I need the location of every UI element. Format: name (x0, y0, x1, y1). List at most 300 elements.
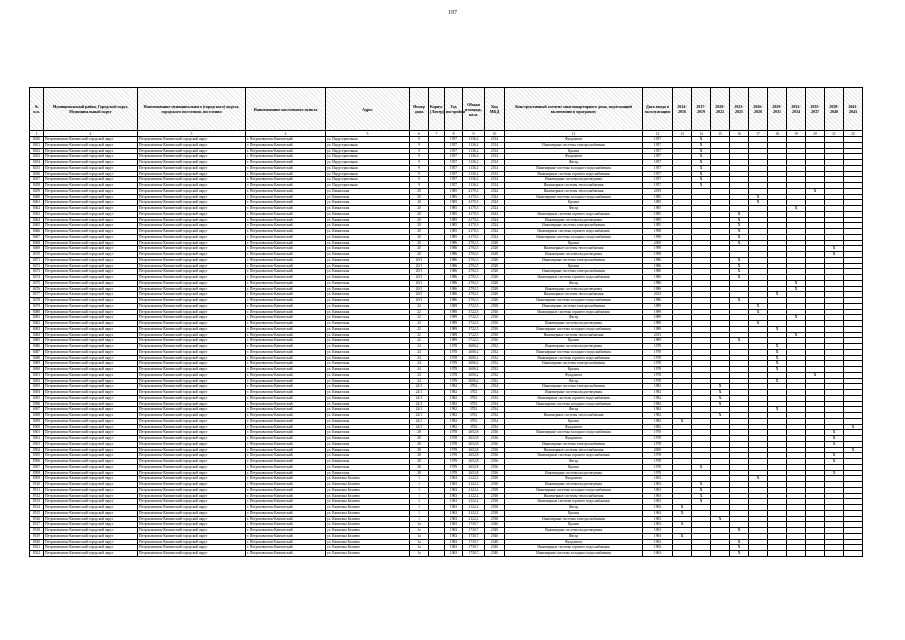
mkd-code-cell: 2532 (485, 361, 505, 367)
row-number: 8501 (30, 430, 44, 436)
commission-date-cell: 1998 (643, 246, 673, 252)
column-index: 8 (445, 131, 463, 137)
year-built-cell: 1978 (445, 459, 463, 465)
year-built-cell: 1982 (445, 384, 463, 390)
row-number: 8455 (30, 165, 44, 171)
year-built-cell: 1957 (445, 177, 463, 183)
area-cell: 1136,2 (463, 171, 485, 177)
element-cell: Крыша (505, 263, 643, 269)
district-cell: Петропавловск-Камчатский городской округ (44, 200, 138, 206)
period-cell (806, 551, 825, 557)
address-cell: ул. Кавказская (326, 349, 410, 355)
commission-date-cell: 1982 (643, 390, 673, 396)
house-number-cell: 1 (410, 499, 429, 505)
year-built-cell: 1986 (445, 263, 463, 269)
commission-date-cell: 1957 (643, 142, 673, 148)
locality-cell: г. Петропавловск-Камчатский (246, 551, 326, 557)
mkd-code-cell: 2524 (485, 217, 505, 223)
row-number: 8487 (30, 349, 44, 355)
building-cell (429, 551, 445, 557)
row-number: 8463 (30, 211, 44, 217)
area-cell: 2792,5 (463, 252, 485, 258)
house-number-cell: 20 (410, 223, 429, 229)
address-cell: ул. Индустриальная (326, 160, 410, 166)
address-cell: ул. Кавказская (326, 413, 410, 419)
house-number-cell: 24 (410, 361, 429, 367)
house-number-cell: 1 (410, 476, 429, 482)
mkd-code-cell: 2528 (485, 263, 505, 269)
mkd-code-cell: 2532 (485, 355, 505, 361)
address-cell: ул. Кавказская (326, 407, 410, 413)
locality-cell: г. Петропавловск-Камчатский (246, 493, 326, 499)
address-cell: ул. Капитана Беляева (326, 545, 410, 551)
address-cell: ул. Капитана Беляева (326, 539, 410, 545)
settlement-cell: Петропавловск-Камчатский городской округ (138, 510, 246, 516)
house-number-cell: 1 (410, 505, 429, 511)
locality-cell: г. Петропавловск-Камчатский (246, 344, 326, 350)
row-number: 8490 (30, 367, 44, 373)
mkd-code-cell: 2534 (485, 418, 505, 424)
commission-date-cell: 1978 (643, 344, 673, 350)
column-index: 14 (692, 131, 711, 137)
element-cell: Инженерные системы горячего водоснабжения (505, 211, 643, 217)
mkd-code-cell: 2538 (485, 476, 505, 482)
element-cell: Крыша (505, 510, 643, 516)
locality-cell: г. Петропавловск-Камчатский (246, 142, 326, 148)
settlement-cell: Петропавловск-Камчатский городской округ (138, 447, 246, 453)
element-cell: Инженерные системы электроснабжения (505, 361, 643, 367)
address-cell: ул. Кавказская (326, 430, 410, 436)
mkd-code-cell: 2528 (485, 269, 505, 275)
address-cell: ул. Кавказская (326, 217, 410, 223)
column-header: Адрес (326, 88, 410, 131)
house-number-cell: 24/1 (410, 418, 429, 424)
year-built-cell: 1989 (445, 326, 463, 332)
year-built-cell: 1957 (445, 148, 463, 154)
table-row (30, 551, 863, 557)
mkd-code-cell: 2540 (485, 528, 505, 534)
commission-date-cell: 1985 (643, 223, 673, 229)
capital-repair-table (29, 87, 863, 557)
period-cell (825, 551, 844, 557)
settlement-cell: Петропавловск-Камчатский городской округ (138, 361, 246, 367)
element-cell: Инженерные системы теплоснабжения (505, 183, 643, 189)
mkd-code-cell: 2540 (485, 533, 505, 539)
column-index: 15 (711, 131, 730, 137)
element-cell: Инженерные системы горячего водоснабжения (505, 171, 643, 177)
period-mark: X (825, 436, 844, 442)
commission-date-cell: 1989 (643, 321, 673, 327)
mkd-code-cell: 2538 (485, 510, 505, 516)
year-built-cell: 1978 (445, 344, 463, 350)
district-cell: Петропавловск-Камчатский городской округ (44, 188, 138, 194)
settlement-cell: Петропавловск-Камчатский городской округ (138, 142, 246, 148)
district-cell: Петропавловск-Камчатский городской округ (44, 326, 138, 332)
column-index: 21 (825, 131, 844, 137)
row-number: 8505 (30, 453, 44, 459)
row-number: 8481 (30, 315, 44, 321)
district-cell: Петропавловск-Камчатский городской округ (44, 470, 138, 476)
address-cell: ул. Индустриальная (326, 171, 410, 177)
house-number-cell: 20 (410, 229, 429, 235)
district-cell: Петропавловск-Камчатский городской округ (44, 280, 138, 286)
area-cell: 4170,3 (463, 200, 485, 206)
locality-cell: г. Петропавловск-Камчатский (246, 229, 326, 235)
year-built-cell: 1963 (445, 482, 463, 488)
area-cell: 2122,2 (463, 505, 485, 511)
row-number: 8483 (30, 326, 44, 332)
locality-cell: г. Петропавловск-Камчатский (246, 361, 326, 367)
locality-cell: г. Петропавловск-Камчатский (246, 476, 326, 482)
address-cell: ул. Индустриальная (326, 154, 410, 160)
locality-cell: г. Петропавловск-Камчатский (246, 332, 326, 338)
area-cell: 1730,7 (463, 528, 485, 534)
address-cell: ул. Кавказская (326, 275, 410, 281)
element-cell: Крыша (505, 200, 643, 206)
period-cell (787, 551, 806, 557)
mkd-code-cell: 2534 (485, 407, 505, 413)
address-cell: ул. Капитана Беляева (326, 493, 410, 499)
mkd-code-cell: 2514 (485, 154, 505, 160)
period-mark: X (768, 407, 787, 413)
column-index: 12 (643, 131, 673, 137)
year-built-cell: 1989 (445, 315, 463, 321)
commission-date-cell: 1985 (643, 206, 673, 212)
house-number-cell: 24 (410, 349, 429, 355)
district-cell: Петропавловск-Камчатский городской округ (44, 545, 138, 551)
row-number: 8507 (30, 464, 44, 470)
column-index: 3 (138, 131, 246, 137)
column-index: 16 (730, 131, 749, 137)
area-cell: 3702 (463, 390, 485, 396)
period-mark: X (711, 384, 730, 390)
address-cell: ул. Кавказская (326, 223, 410, 229)
element-cell: Крыша (505, 464, 643, 470)
settlement-cell: Петропавловск-Камчатский городской округ (138, 321, 246, 327)
element-cell: Инженерные системы холодного водоснабжения (505, 487, 643, 493)
mkd-code-cell: 2514 (485, 171, 505, 177)
settlement-cell: Петропавловск-Камчатский городской округ (138, 269, 246, 275)
period-mark: X (768, 378, 787, 384)
row-number: 8464 (30, 217, 44, 223)
area-cell: 3702 (463, 401, 485, 407)
period-mark: X (787, 332, 806, 338)
house-number-cell: 24 (410, 372, 429, 378)
mkd-code-cell: 2530 (485, 332, 505, 338)
commission-date-cell: 1963 (643, 551, 673, 557)
period-mark: X (692, 165, 711, 171)
row-number: 8470 (30, 252, 44, 258)
element-cell: Инженерные системы водоотведения (505, 528, 643, 534)
period-mark: X (730, 263, 749, 269)
locality-cell: г. Петропавловск-Камчатский (246, 390, 326, 396)
year-built-cell: 1985 (445, 211, 463, 217)
locality-cell: г. Петропавловск-Камчатский (246, 275, 326, 281)
house-number-cell: 22 (410, 338, 429, 344)
commission-date-cell: 2008 (643, 447, 673, 453)
year-built-cell: 1978 (445, 355, 463, 361)
element-cell: Инженерные системы горячего водоснабжения (505, 395, 643, 401)
area-cell: 3722,5 (463, 338, 485, 344)
area-cell: 2652,8 (463, 464, 485, 470)
column-header: Код МКД (485, 88, 505, 131)
address-cell: ул. Капитана Беляева (326, 533, 410, 539)
element-cell: Инженерные системы электроснабжения (505, 441, 643, 447)
year-built-cell: 1989 (445, 321, 463, 327)
house-number-cell: 22 (410, 332, 429, 338)
settlement-cell: Петропавловск-Камчатский городской округ (138, 482, 246, 488)
commission-date-cell: 1963 (643, 493, 673, 499)
year-built-cell: 1957 (445, 142, 463, 148)
period-mark: X (692, 137, 711, 143)
mkd-code-cell: 2536 (485, 459, 505, 465)
year-built-cell: 1985 (445, 200, 463, 206)
address-cell: ул. Кавказская (326, 464, 410, 470)
district-cell: Петропавловск-Камчатский городской округ (44, 206, 138, 212)
row-number: 8514 (30, 505, 44, 511)
area-cell: 2792,5 (463, 269, 485, 275)
commission-date-cell: 1963 (643, 528, 673, 534)
period-mark: X (825, 470, 844, 476)
area-cell: 3722,5 (463, 321, 485, 327)
settlement-cell: Петропавловск-Камчатский городской округ (138, 349, 246, 355)
mkd-code-cell: 2528 (485, 240, 505, 246)
area-cell: 4170,3 (463, 229, 485, 235)
element-cell: Фундамент (505, 424, 643, 430)
area-cell: 2792,5 (463, 298, 485, 304)
settlement-cell: Петропавловск-Камчатский городской округ (138, 154, 246, 160)
locality-cell: г. Петропавловск-Камчатский (246, 183, 326, 189)
area-cell: 2792,5 (463, 246, 485, 252)
period-mark: X (692, 148, 711, 154)
commission-date-cell: 1982 (643, 424, 673, 430)
row-number: 8519 (30, 533, 44, 539)
district-cell: Петропавловск-Камчатский городской округ (44, 183, 138, 189)
column-header: № п.п. (30, 88, 44, 131)
settlement-cell: Петропавловск-Камчатский городской округ (138, 493, 246, 499)
settlement-cell: Петропавловск-Камчатский городской округ (138, 533, 246, 539)
settlement-cell: Петропавловск-Камчатский городской округ (138, 338, 246, 344)
period-mark: X (825, 252, 844, 258)
period-mark: X (730, 539, 749, 545)
column-header: 2035-2037 (806, 88, 825, 131)
table-body (30, 137, 863, 557)
settlement-cell: Петропавловск-Камчатский городской округ (138, 476, 246, 482)
district-cell: Петропавловск-Камчатский городской округ (44, 505, 138, 511)
locality-cell: г. Петропавловск-Камчатский (246, 499, 326, 505)
commission-date-cell: 1986 (643, 286, 673, 292)
commission-date-cell: 1963 (643, 533, 673, 539)
settlement-cell: Петропавловск-Камчатский городской округ (138, 355, 246, 361)
district-cell: Петропавловск-Камчатский городской округ (44, 453, 138, 459)
locality-cell: г. Петропавловск-Камчатский (246, 137, 326, 143)
year-built-cell: 1957 (445, 160, 463, 166)
settlement-cell: Петропавловск-Камчатский городской округ (138, 160, 246, 166)
year-built-cell: 1963 (445, 516, 463, 522)
row-number: 8492 (30, 378, 44, 384)
house-number-cell: 22 (410, 303, 429, 309)
commission-date-cell: 1989 (643, 338, 673, 344)
house-number-cell: 28 (410, 453, 429, 459)
locality-cell: г. Петропавловск-Камчатский (246, 487, 326, 493)
commission-date-cell: 1963 (643, 487, 673, 493)
area-cell: 2792,5 (463, 275, 485, 281)
district-cell: Петропавловск-Камчатский городской округ (44, 441, 138, 447)
address-cell: ул. Кавказская (326, 378, 410, 384)
house-number-cell: 20 (410, 252, 429, 258)
district-cell: Петропавловск-Камчатский городской округ (44, 263, 138, 269)
commission-date-cell: 1963 (643, 482, 673, 488)
house-number-cell: 1 (410, 516, 429, 522)
commission-date-cell: 1963 (643, 522, 673, 528)
year-built-cell: 1963 (445, 493, 463, 499)
period-mark: X (825, 441, 844, 447)
house-number-cell: 1а (410, 539, 429, 545)
area-cell: 1136,2 (463, 183, 485, 189)
locality-cell: г. Петропавловск-Камчатский (246, 516, 326, 522)
mkd-code-cell: 2514 (485, 177, 505, 183)
district-cell: Петропавловск-Камчатский городской округ (44, 338, 138, 344)
address-cell: ул. Кавказская (326, 367, 410, 373)
settlement-cell: Петропавловск-Камчатский городской округ (138, 229, 246, 235)
mkd-code-cell: 2536 (485, 441, 505, 447)
column-index: 22 (844, 131, 863, 137)
locality-cell: г. Петропавловск-Камчатский (246, 298, 326, 304)
house-number-cell: 22 (410, 321, 429, 327)
house-number-cell: 24/1 (410, 401, 429, 407)
district-cell: Петропавловск-Камчатский городской округ (44, 401, 138, 407)
locality-cell: г. Петропавловск-Камчатский (246, 154, 326, 160)
commission-date-cell: 1982 (643, 395, 673, 401)
year-built-cell: 1963 (445, 499, 463, 505)
column-header: 2026-2028 (749, 88, 768, 131)
period-mark: X (749, 194, 768, 200)
commission-date-cell: 1963 (643, 510, 673, 516)
year-built-cell: 1986 (445, 246, 463, 252)
row-number: 8488 (30, 355, 44, 361)
mkd-code-cell: 2528 (485, 298, 505, 304)
row-number: 8517 (30, 522, 44, 528)
element-cell: Фундамент (505, 372, 643, 378)
commission-date-cell: 1978 (643, 453, 673, 459)
period-mark: X (768, 367, 787, 373)
house-number-cell: 20 (410, 246, 429, 252)
mkd-code-cell: 2540 (485, 522, 505, 528)
house-number-cell: 1 (410, 482, 429, 488)
year-built-cell: 1963 (445, 505, 463, 511)
house-number-cell: 24 (410, 344, 429, 350)
mkd-code-cell: 2536 (485, 464, 505, 470)
row-number: 8469 (30, 246, 44, 252)
commission-date-cell: 1985 (643, 200, 673, 206)
period-mark: X (730, 298, 749, 304)
district-cell: Петропавловск-Камчатский городской округ (44, 234, 138, 240)
area-cell: 2792,5 (463, 280, 485, 286)
settlement-cell: Петропавловск-Камчатский городской округ (138, 188, 246, 194)
commission-date-cell: 1963 (643, 505, 673, 511)
address-cell: ул. Капитана Беляева (326, 516, 410, 522)
element-cell: Фасад (505, 206, 643, 212)
mkd-code-cell: 2538 (485, 493, 505, 499)
settlement-cell: Петропавловск-Камчатский городской округ (138, 441, 246, 447)
row-number: 8475 (30, 280, 44, 286)
row-number: 8456 (30, 171, 44, 177)
area-cell: 2606,2 (463, 355, 485, 361)
district-cell: Петропавловск-Камчатский городской округ (44, 407, 138, 413)
period-mark: X (692, 183, 711, 189)
row-number: 8513 (30, 499, 44, 505)
year-built-cell: 1989 (445, 303, 463, 309)
district-cell: Петропавловск-Камчатский городской округ (44, 430, 138, 436)
row-number: 8471 (30, 257, 44, 263)
year-built-cell: 1978 (445, 453, 463, 459)
element-cell: Фундамент (505, 539, 643, 545)
period-mark: X (825, 246, 844, 252)
column-index: 7 (429, 131, 445, 137)
locality-cell: г. Петропавловск-Камчатский (246, 194, 326, 200)
settlement-cell: Петропавловск-Камчатский городской округ (138, 430, 246, 436)
element-cell: Крыша (505, 338, 643, 344)
row-number: 8485 (30, 338, 44, 344)
locality-cell: г. Петропавловск-Камчатский (246, 436, 326, 442)
mkd-code-cell: 2524 (485, 200, 505, 206)
mkd-code-cell: 2538 (485, 482, 505, 488)
address-cell: ул. Кавказская (326, 372, 410, 378)
house-number-cell: 9 (410, 177, 429, 183)
settlement-cell: Петропавловск-Камчатский городской округ (138, 418, 246, 424)
year-built-cell: 1982 (445, 413, 463, 419)
area-cell: 2652,8 (463, 447, 485, 453)
house-number-cell: 28 (410, 447, 429, 453)
house-number-cell: 20/1 (410, 263, 429, 269)
row-number: 8465 (30, 223, 44, 229)
locality-cell: г. Петропавловск-Камчатский (246, 528, 326, 534)
locality-cell: г. Петропавловск-Камчатский (246, 177, 326, 183)
row-number: 8510 (30, 482, 44, 488)
locality-cell: г. Петропавловск-Камчатский (246, 234, 326, 240)
commission-date-cell: 1989 (643, 315, 673, 321)
address-cell: ул. Кавказская (326, 188, 410, 194)
district-cell: Петропавловск-Камчатский городской округ (44, 464, 138, 470)
year-built-cell: 1957 (445, 171, 463, 177)
address-cell: ул. Кавказская (326, 418, 410, 424)
locality-cell: г. Петропавловск-Камчатский (246, 200, 326, 206)
address-cell: ул. Индустриальная (326, 148, 410, 154)
area-cell: 2606,2 (463, 349, 485, 355)
settlement-cell: Петропавловск-Камчатский городской округ (138, 539, 246, 545)
period-mark: X (692, 142, 711, 148)
locality-cell: г. Петропавловск-Камчатский (246, 372, 326, 378)
column-header: 2041-2043 (844, 88, 863, 131)
column-header: Дата ввода в эксплуатацию (643, 88, 673, 131)
commission-date-cell: 1963 (643, 516, 673, 522)
period-mark: X (787, 286, 806, 292)
mkd-code-cell: 2536 (485, 436, 505, 442)
mkd-code-cell: 2524 (485, 223, 505, 229)
commission-date-cell: 1957 (643, 177, 673, 183)
commission-date-cell: 1957 (643, 148, 673, 154)
column-index: 6 (410, 131, 429, 137)
district-cell: Петропавловск-Камчатский городской округ (44, 211, 138, 217)
address-cell: ул. Кавказская (326, 453, 410, 459)
district-cell: Петропавловск-Камчатский городской округ (44, 378, 138, 384)
element-cell: Фасад (505, 280, 643, 286)
element-cell: Инженерные системы теплоснабжения (505, 447, 643, 453)
element-cell: Инженерные системы холодного водоснабжения (505, 298, 643, 304)
area-cell: 4170,3 (463, 194, 485, 200)
house-number-cell: 20 (410, 206, 429, 212)
commission-date-cell: 1998 (643, 229, 673, 235)
